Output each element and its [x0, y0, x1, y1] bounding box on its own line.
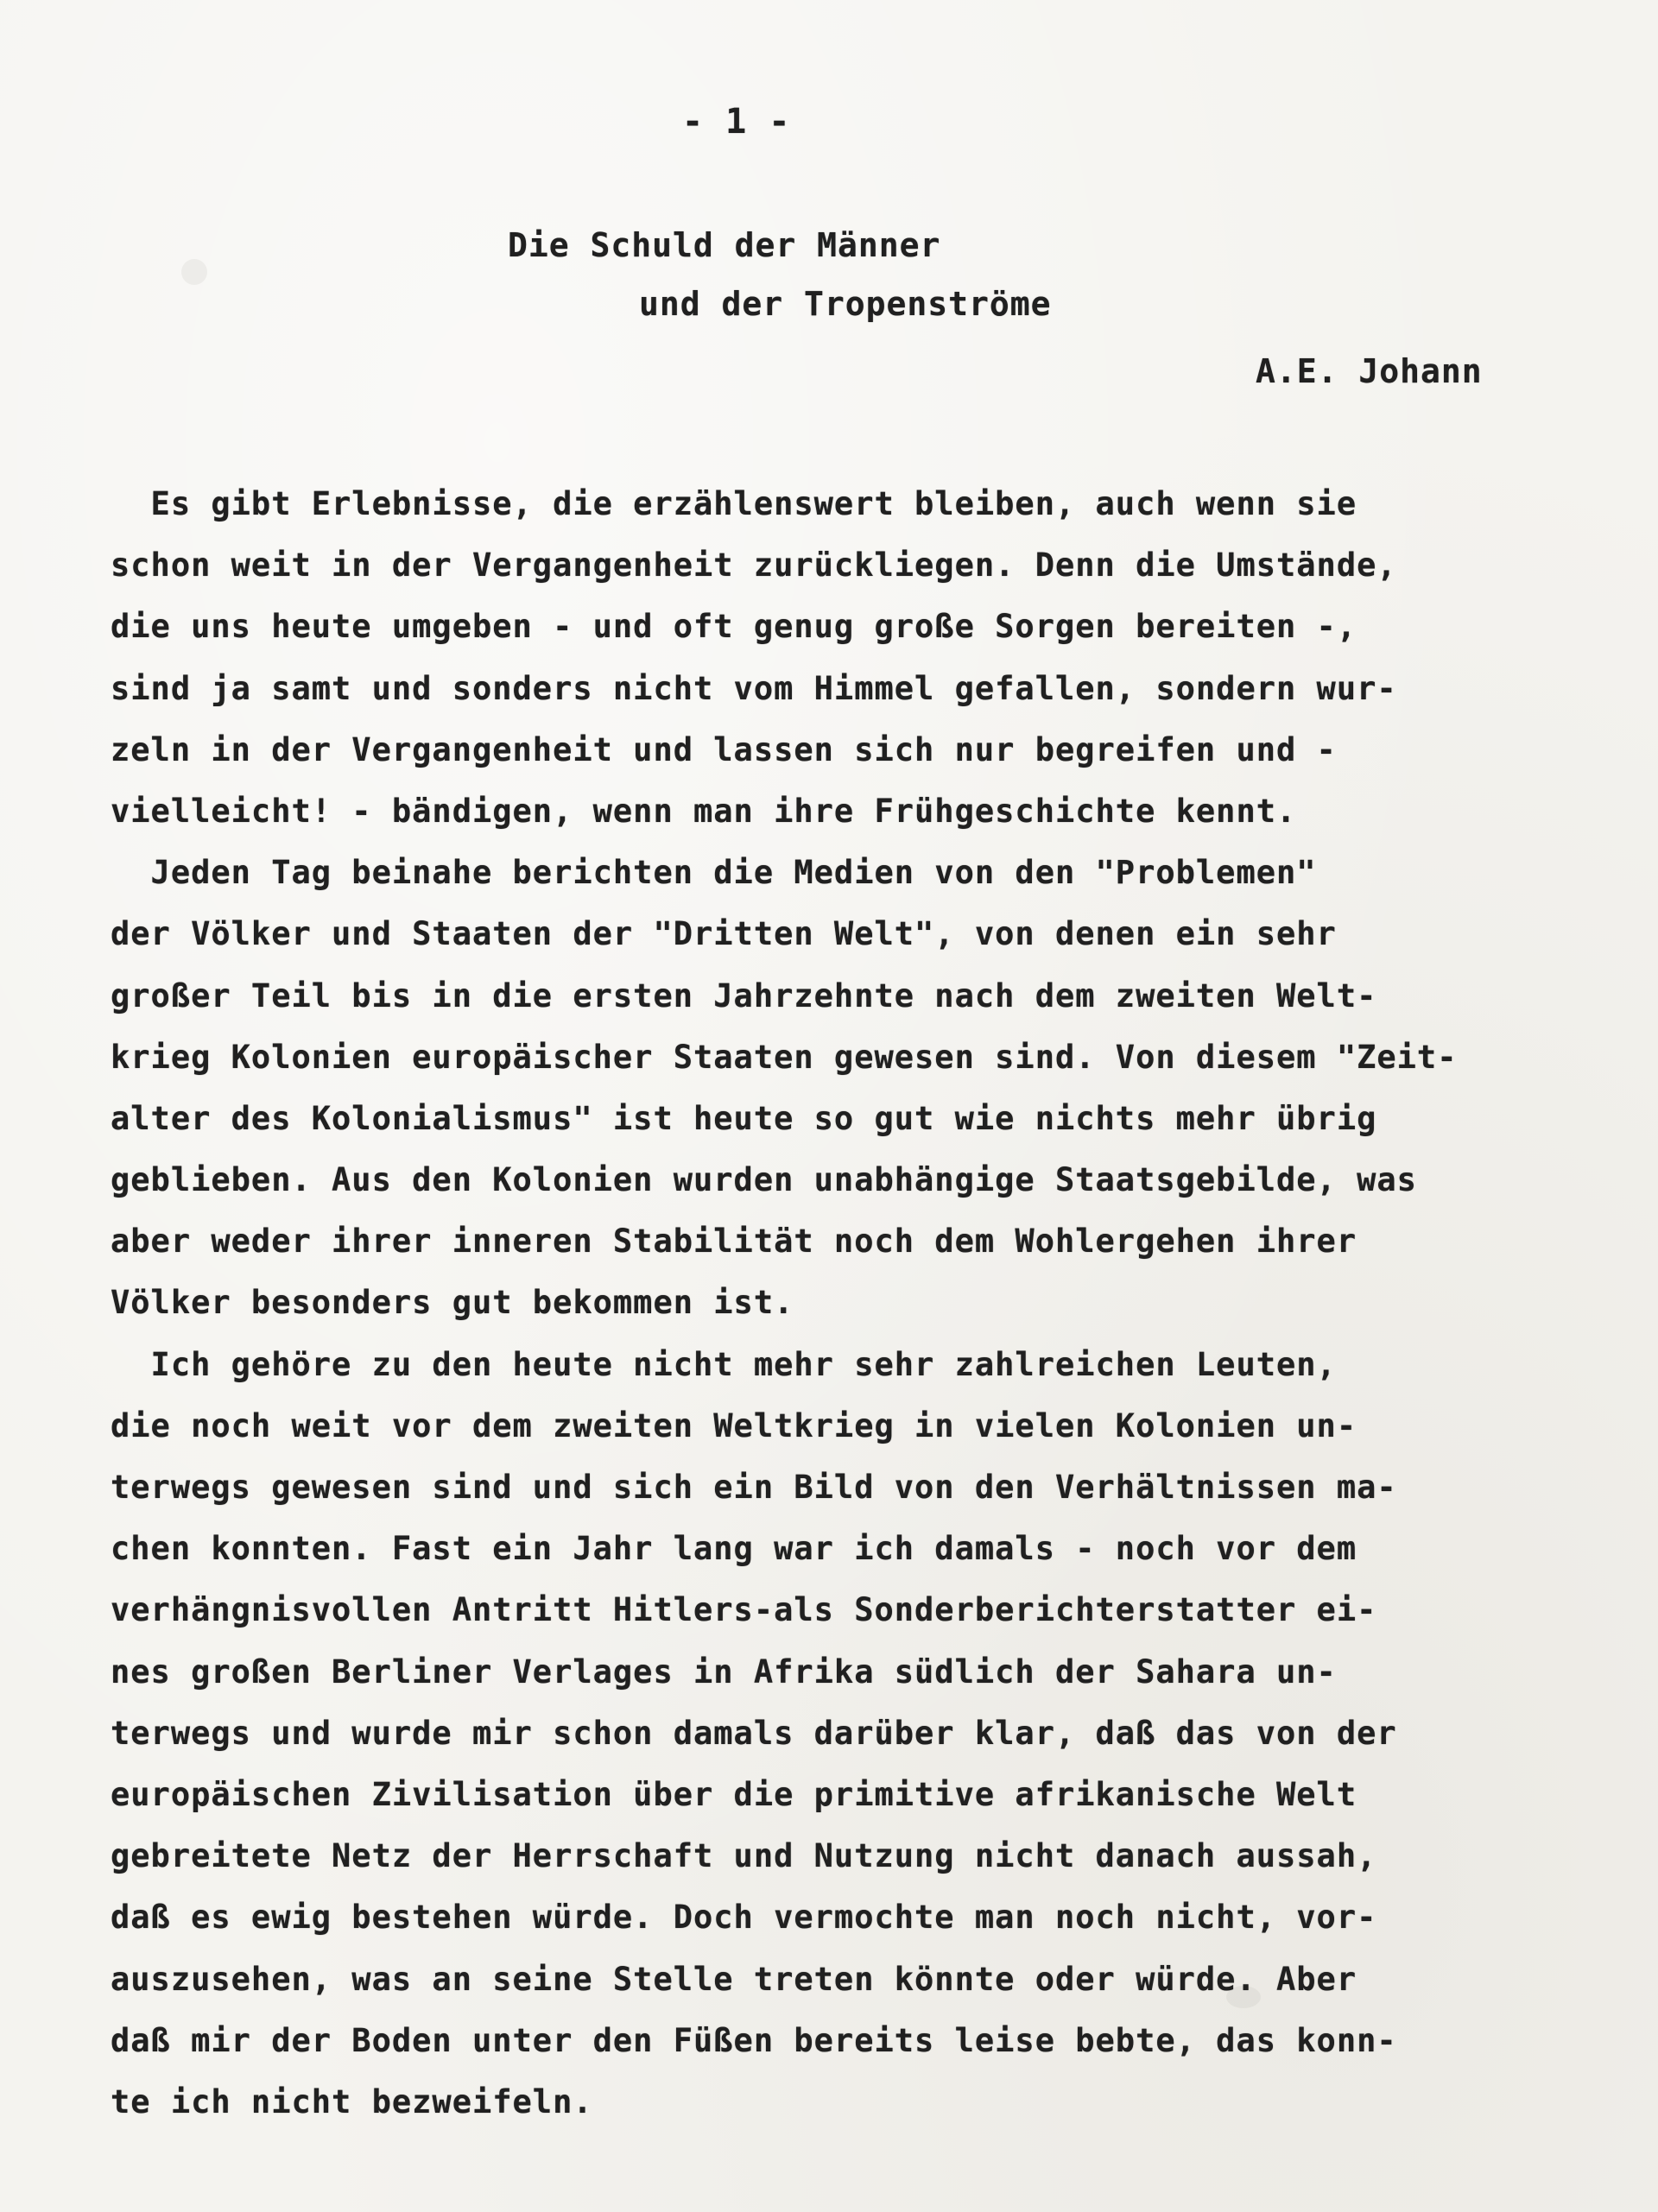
text-line: Es gibt Erlebnisse, die erzählenswert bleiben, auch wenn sie: [111, 485, 1357, 522]
text-line: krieg Kolonien europäischer Staaten gewesen sind. Von diesem "Zeit-: [111, 1038, 1458, 1076]
text-line: gebreitete Netz der Herrschaft und Nutzung nicht danach aussah,: [111, 1837, 1377, 1875]
title-line-1: Die Schuld der Männer: [508, 226, 941, 264]
text-line: aber weder ihrer inneren Stabilität noch dem Wohlergehen ihrer: [111, 1223, 1357, 1261]
text-line: Ich gehöre zu den heute nicht mehr sehr zahlreichen Leuten,: [111, 1345, 1337, 1383]
author-name: A.E. Johann: [1256, 352, 1483, 390]
text-line: schon weit in der Vergangenheit zurückliegen. Denn die Umstände,: [111, 547, 1397, 585]
text-line: terwegs und wurde mir schon damals darüber klar, daß das von der: [111, 1714, 1397, 1752]
page-number: - 1 -: [682, 102, 791, 142]
text-line: großer Teil bis in die ersten Jahrzehnte nach dem zweiten Welt-: [111, 976, 1377, 1014]
text-line: nes großen Berliner Verlages in Afrika südlich der Sahara un-: [111, 1653, 1337, 1691]
text-line: Jeden Tag beinahe berichten die Medien von den "Problemen": [111, 854, 1317, 892]
text-line: terwegs gewesen sind und sich ein Bild von den Verhältnissen ma-: [111, 1469, 1397, 1506]
text-line: auszusehen, was an seine Stelle treten könnte oder würde. Aber: [111, 1960, 1357, 1998]
text-line: alter des Kolonialismus" ist heute so gut wie nichts mehr übrig: [111, 1099, 1377, 1137]
text-line: te ich nicht bezweifeln.: [111, 2082, 593, 2120]
text-line: die noch weit vor dem zweiten Weltkrieg in vielen Kolonien un-: [111, 1406, 1357, 1444]
title-line-2: und der Tropenströme: [639, 285, 1052, 323]
body-text: [111, 473, 1527, 2133]
text-line: zeln in der Vergangenheit und lassen sich nur begreifen und -: [111, 730, 1337, 768]
text-line: europäischen Zivilisation über die primitive afrikanische Welt: [111, 1775, 1357, 1813]
text-line: sind ja samt und sonders nicht vom Himmel gefallen, sondern wur-: [111, 669, 1397, 707]
text-line: der Völker und Staaten der "Dritten Welt", von denen ein sehr: [111, 915, 1337, 953]
text-line: daß es ewig bestehen würde. Doch vermochte man noch nicht, vor-: [111, 1899, 1377, 1937]
text-line: Völker besonders gut bekommen ist.: [111, 1284, 794, 1322]
paper-stain: [181, 259, 207, 285]
text-line: verhängnisvollen Antritt Hitlers-als Sonderberichterstatter ei-: [111, 1591, 1377, 1629]
text-line: vielleicht! - bändigen, wenn man ihre Frühgeschichte kennt.: [111, 792, 1297, 830]
text-line: die uns heute umgeben - und oft genug große Sorgen bereiten -,: [111, 608, 1357, 646]
text-line: chen konnten. Fast ein Jahr lang war ich damals - noch vor dem: [111, 1530, 1357, 1568]
text-line: geblieben. Aus den Kolonien wurden unabhängige Staatsgebilde, was: [111, 1161, 1417, 1199]
text-line: daß mir der Boden unter den Füßen bereits leise bebte, das konn-: [111, 2021, 1397, 2059]
